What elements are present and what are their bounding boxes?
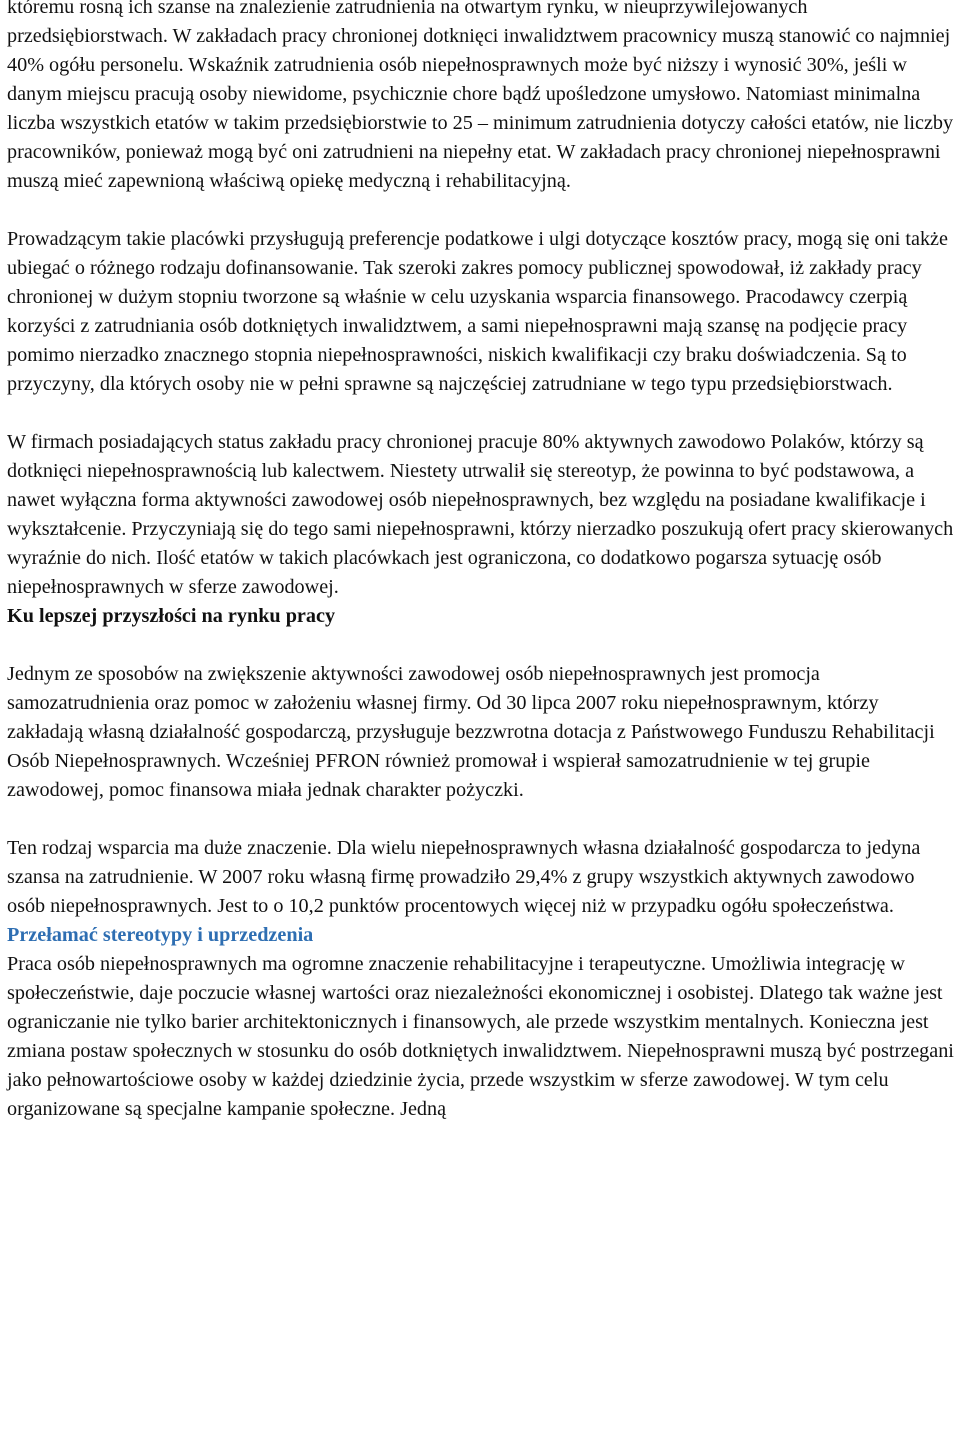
section-heading-future-labor-market: Ku lepszej przyszłości na rynku pracy: [7, 605, 336, 627]
section-heading-break-stereotypes: Przełamać stereotypy i uprzedzenia: [7, 924, 314, 946]
paragraph-employer-preferences: Prowadzącym takie placówki przysługują preferencje podatkowe i ulgi dotyczące kosztów pracy, mogą się oni także ubiegać o różnego rodzaju dofinansowanie. Tak szeroki zakres pomocy publicznej spowodował, iż zakłady pracy chronionej w dużym stopniu tworzone są właśnie w celu uzyskania wsparcia finansowego. Pracodawcy czerpią korzyści z zatrudniania osób dotkniętych inwalidztwem, a sami niepełnosprawni mają szansę na podjęcie pracy pomimo nierzadko znacznego stopnia niepełnosprawności, niskich kwalifikacji czy braku doświadczenia. Są to przyczyny, dla których osoby nie w pełni sprawne są najczęściej zatrudniane w tego typu przedsiębiorstwach.: [7, 228, 948, 395]
paragraph-rehabilitation-value: Praca osób niepełnosprawnych ma ogromne znaczenie rehabilitacyjne i terapeutyczne. Umożliwia integrację w społeczeństwie, daje poczucie własnej wartości oraz niezależności ekonomicznej i osobistej. Dlatego tak ważne jest ograniczanie nie tylko barier architektonicznych i finansowych, ale przede wszystkim mentalnych. Konieczna jest zmiana postaw społecznych w stosunku do osób dotkniętych inwalidztwem. Niepełnosprawni muszą być postrzegani jako pełnowartościowe osoby w każdej dziedzinie życia, przede wszystkim w sferze zawodowej. W tym celu organizowane są specjalne kampanie społeczne. Jedną: [7, 953, 954, 1120]
paragraph-support-significance: Ten rodzaj wsparcia ma duże znaczenie. Dla wielu niepełnosprawnych własna działalność gospodarcza to jedyna szansa na zatrudnienie. W 2007 roku własną firmę prowadziło 29,4% z grupy wszystkich aktywnych zawodowo osób niepełnosprawnych. Jest to o 10,2 punktów procentowych więcej niż w przypadku ogółu społeczeństwa.: [7, 837, 921, 917]
paragraph-self-employment: Jednym ze sposobów na zwiększenie aktywności zawodowej osób niepełnosprawnych jest promocja samozatrudnienia oraz pomoc w założeniu własnej firmy. Od 30 lipca 2007 roku niepełnosprawnym, którzy zakładają własną działalność gospodarczą, przysługuje bezzwrotna dotacja z Państwowego Funduszu Rehabilitacji Osób Niepełnosprawnych. Wcześniej PFRON również promował i wspierał samozatrudnienie w tej grupie zawodowej, pomoc finansowa miała jednak charakter pożyczki.: [7, 663, 935, 801]
paragraph-protected-workplaces-requirements: któremu rosną ich szanse na znalezienie zatrudnienia na otwartym rynku, w nieuprzywilejowanych przedsiębiorstwach. W zakładach pracy chronionej dotknięci inwalidztwem pracownicy muszą stanowić co najmniej 40% ogółu personelu. Wskaźnik zatrudnienia osób niepełnosprawnych może być niższy i wynosić 30%, jeśli w danym miejscu pracują osoby niewidome, psychicznie chore bądź upośledzone umysłowo. Natomiast minimalna liczba wszystkich etatów w takim przedsiębiorstwie to 25 – minimum zatrudnienia dotyczy całości etatów, nie liczby pracowników, ponieważ mogą być oni zatrudnieni na niepełny etat. W zakładach pracy chronionej niepełnosprawni muszą mieć zapewnioną właściwą opiekę medyczną i rehabilitacyjną.: [7, 0, 954, 192]
paragraph-stereotype: W firmach posiadających status zakładu pracy chronionej pracuje 80% aktywnych zawodowo Polaków, którzy są dotknięci niepełnosprawnością lub kalectwem. Niestety utrwalił się stereotyp, że powinna to być podstawowa, a nawet wyłączna forma aktywności zawodowej osób niepełnosprawnych, bez względu na posiadane kwalifikacje i wykształcenie. Przyczyniają się do tego sami niepełnosprawni, którzy nierzadko poszukują ofert pracy skierowanych wyraźnie do nich. Ilość etatów w takich placówkach jest ograniczona, co dodatkowo pogarsza sytuację osób niepełnosprawnych w sferze zawodowej.: [7, 431, 954, 598]
document-page: [7, 0, 957, 1124]
